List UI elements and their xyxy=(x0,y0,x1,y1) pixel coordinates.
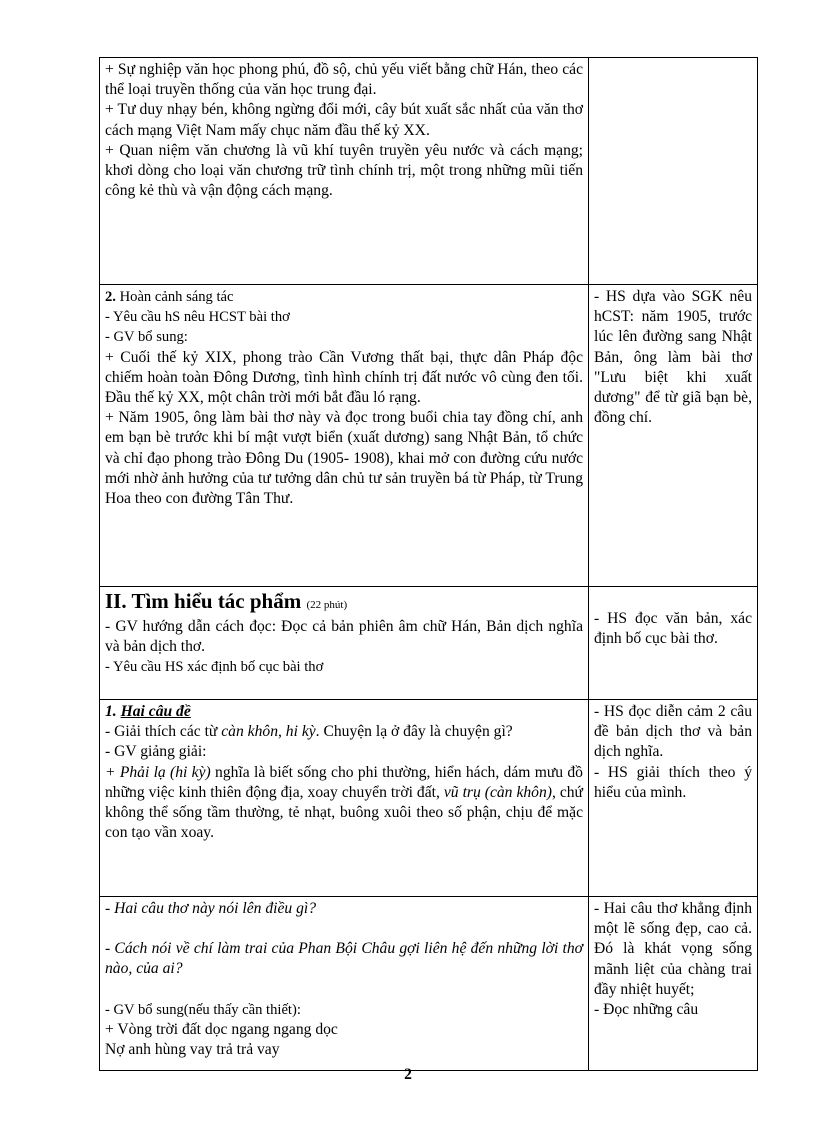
section-number: 2. xyxy=(105,289,116,305)
activity-cell xyxy=(100,700,589,897)
paragraph: - GV bổ sung: xyxy=(105,329,188,346)
part-title: II. Tìm hiểu tác phẩm xyxy=(105,589,302,613)
text-run: , chứ không thể sống tầm thường, tẻ nhạt, buông xuôi theo số phận, chịu để mặc con tạo vần xoay. xyxy=(105,783,584,842)
time-note: (22 phút) xyxy=(306,599,348,611)
text-run: nghĩa là biết sống cho phi thường, hiển hách, dám mưu đồ những việc kinh thiên động địa, xoay chuyển trời đất, xyxy=(105,763,583,801)
section-heading xyxy=(105,287,583,307)
paragraph: - HS giải thích theo ý hiểu của mình. xyxy=(594,763,752,801)
term-run: + Phải lạ (hi kỳ) xyxy=(105,763,211,781)
student-cell xyxy=(589,897,758,1071)
paragraph: - Yêu cầu HS xác định bố cục bài thơ xyxy=(105,659,324,676)
paragraph: Nợ anh hùng vay trả trả vay xyxy=(105,1041,280,1059)
paragraph: - Yêu cầu hS nêu HCST bài thơ xyxy=(105,309,290,326)
table-row xyxy=(100,58,758,285)
question: - Hai câu thơ này nói lên điều gì? xyxy=(105,900,317,917)
section-title: Hai câu đề xyxy=(120,703,191,720)
paragraph: - Đọc những câu xyxy=(594,1001,699,1019)
term-run: vũ trụ (càn khôn) xyxy=(443,783,552,801)
paragraph: + Tư duy nhạy bén, không ngừng đổi mới, cây bút xuất sắc nhất của văn thơ cách mạng Việt Nam mấy chục năm đầu thế kỷ XX. xyxy=(105,101,583,139)
table-row xyxy=(100,285,758,587)
table-row xyxy=(100,587,758,700)
table-row xyxy=(100,700,758,897)
spacer xyxy=(105,980,583,1000)
activity-cell xyxy=(100,285,589,587)
paragraph: - GV giảng giải: xyxy=(105,743,207,761)
student-cell xyxy=(589,700,758,897)
paragraph: - HS dựa vào SGK nêu hCST: năm 1905, trước lúc lên đường sang Nhật Bản, ông làm bài thơ "Lưu biệt khi xuất dương" để từ giã bạn bè, đồng chí. xyxy=(594,288,752,427)
section-heading xyxy=(105,702,583,722)
paragraph: + Sự nghiệp văn học phong phú, đồ sộ, chủ yếu viết bằng chữ Hán, theo các thể loại truyền thống của văn học trung đại. xyxy=(105,61,583,99)
table-row xyxy=(100,897,758,1071)
section-title: Hoàn cảnh sáng tác xyxy=(119,289,234,305)
activity-cell xyxy=(100,897,589,1071)
paragraph: - HS đọc diễn cảm 2 câu đề bản dịch thơ và bản dịch nghĩa. xyxy=(594,703,752,761)
text-run: . Chuyện lạ ở đây là chuyện gì? xyxy=(315,723,513,741)
term-run: càn khôn, hi kỳ xyxy=(221,723,316,741)
paragraph: - Hai câu thơ khẳng định một lẽ sống đẹp, cao cả. Đó là khát vọng sống mãnh liệt của chàng trai đầy nhiệt huyết; xyxy=(594,900,752,998)
paragraph: - GV hướng dẫn cách đọc: Đọc cả bản phiên âm chữ Hán, Bản dịch nghĩa và bản dịch thơ. xyxy=(105,618,583,656)
part-heading xyxy=(105,589,583,617)
activity-cell xyxy=(100,587,589,700)
lesson-plan-table xyxy=(99,57,758,1071)
paragraph xyxy=(105,722,583,742)
student-cell xyxy=(589,58,758,285)
paragraph: + Cuối thế kỷ XIX, phong trào Cần Vương thất bại, thực dân Pháp độc chiếm hoàn toàn Đông Dương, tình hình chính trị đất nước vô cùng đen tối. Đầu thế kỷ XX, một chân trời mới bắt đầu ló rạng. xyxy=(105,348,583,407)
activity-cell xyxy=(100,58,589,285)
paragraph: - GV bổ sung(nếu thấy cần thiết): xyxy=(105,1001,301,1018)
section-number: 1. xyxy=(105,703,117,720)
paragraph: + Quan niệm văn chương là vũ khí tuyên truyền yêu nước và cách mạng; khơi dòng cho loại văn chương trữ tình chính trị, một trong những mũi tiến công kẻ thù và vận động cách mạng. xyxy=(105,141,583,200)
student-cell xyxy=(589,587,758,700)
paragraph: - HS đọc văn bản, xác định bố cục bài thơ. xyxy=(594,610,752,648)
student-cell xyxy=(589,285,758,587)
page-number: 2 xyxy=(404,1066,412,1083)
spacer xyxy=(105,919,583,939)
paragraph: + Vòng trời đất dọc ngang ngang dọc xyxy=(105,1020,338,1038)
paragraph: + Năm 1905, ông làm bài thơ này và đọc trong buổi chia tay đồng chí, anh em bạn bè trước khi bí mật vượt biển (xuất dương) sang Nhật Bản, tổ chức và chỉ đạo phong trào Đông Du (1905- 1908), khai mở con đường cứu nước mới nhờ ảnh hưởng của tư tưởng dân chủ tư sản truyền bá từ Pháp, từ Trung Hoa theo con đường Tân Thư. xyxy=(105,409,583,508)
paragraph xyxy=(105,763,583,844)
text-run: - Giải thích các từ xyxy=(105,723,222,741)
question: - Cách nói về chí làm trai của Phan Bội Châu gợi liên hệ đến những lời thơ nào, của ai? xyxy=(105,940,583,978)
